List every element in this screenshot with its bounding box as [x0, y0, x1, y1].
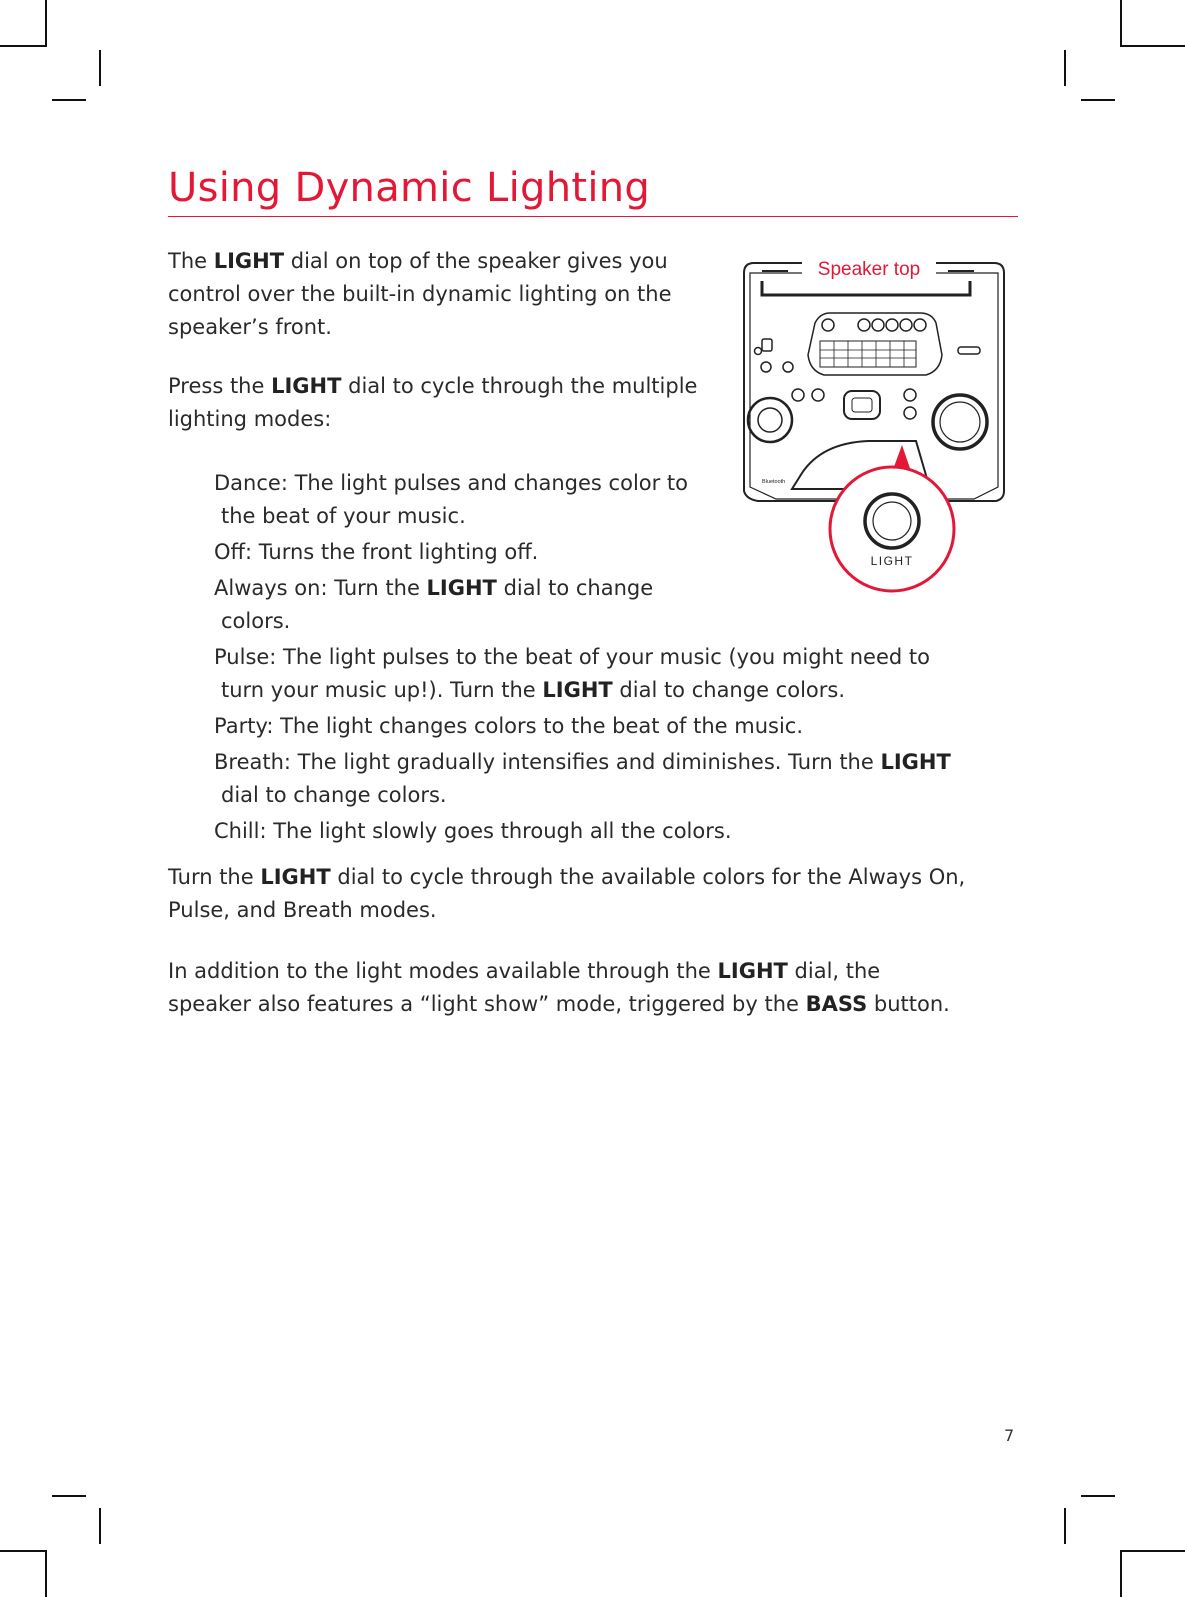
mode-text: Dance: The light pulses and changes color to: [214, 471, 689, 495]
callout-circle: [830, 467, 954, 591]
mode-text: turn your music up!). Turn the: [221, 678, 543, 702]
text-run: dial to cycle through the available colors for the Always On,: [330, 865, 966, 889]
light-dial-name: LIGHT: [880, 750, 951, 774]
text-run: lighting modes:: [168, 407, 332, 431]
crop-mark: [0, 45, 47, 47]
cycle-paragraph: [168, 370, 728, 436]
crop-mark: [45, 1550, 47, 1597]
crop-mark: [1064, 50, 1066, 86]
crop-mark: [1081, 99, 1115, 101]
colors-paragraph: [168, 861, 1028, 927]
text-run: speaker’s front.: [168, 315, 332, 339]
mode-text: dial to change colors.: [612, 678, 845, 702]
speaker-top-figure: [740, 255, 1020, 595]
light-dial-name: LIGHT: [426, 576, 497, 600]
mode-text: the beat of your music.: [221, 504, 466, 528]
mode-text: dial to change: [496, 576, 654, 600]
crop-mark: [52, 99, 86, 101]
light-dial-name: LIGHT: [213, 249, 285, 273]
bass-button-name: BASS: [805, 992, 868, 1016]
mode-text: colors.: [221, 609, 291, 633]
light-dial-name: LIGHT: [717, 959, 788, 983]
light-dial-name: LIGHT: [542, 678, 613, 702]
text-run: In addition to the light modes available through the: [168, 959, 718, 983]
text-run: control over the built-in dynamic lighting on the: [168, 282, 672, 306]
text-run: speaker also features a “light show” mode, triggered by the: [168, 992, 806, 1016]
mode-pulse: [214, 641, 951, 707]
mode-text: Always on: Turn the: [214, 576, 427, 600]
crop-mark: [1120, 1550, 1185, 1552]
text-run: Pulse, and Breath modes.: [168, 898, 437, 922]
mode-breath: [214, 746, 951, 812]
text-run: Press the: [168, 374, 272, 398]
figure-caption: Speaker top: [817, 259, 921, 280]
intro-paragraph: [168, 245, 718, 344]
crop-mark: [1081, 1495, 1115, 1497]
mode-chill: [214, 815, 951, 848]
crop-mark: [99, 50, 101, 86]
light-dial-label: LIGHT: [870, 554, 914, 568]
crop-mark: [52, 1495, 86, 1497]
mode-text: Breath: The light gradually intensifies and diminishes. Turn the: [214, 750, 881, 774]
title-divider: [168, 216, 1018, 217]
light-dial-name: LIGHT: [271, 374, 342, 398]
light-show-paragraph: [168, 955, 1028, 1021]
mode-text: Pulse: The light pulses to the beat of your music (you might need to: [214, 645, 930, 669]
light-dial-name: LIGHT: [260, 865, 331, 889]
crop-mark: [99, 1508, 101, 1544]
text-run: button.: [867, 992, 950, 1016]
text-run: dial on top of the speaker gives you: [284, 249, 668, 273]
brand-label: Bluetooth: [762, 479, 786, 485]
text-run: Turn the: [168, 865, 261, 889]
mode-text: dial to change colors.: [221, 783, 447, 807]
speaker-body-outline: [744, 263, 1004, 501]
crop-mark: [1120, 45, 1185, 47]
text-run: dial, the: [787, 959, 881, 983]
text-run: The: [168, 249, 214, 273]
crop-mark: [1064, 1508, 1066, 1544]
crop-mark: [1120, 1550, 1122, 1597]
mode-party: [214, 710, 951, 743]
page-number: 7: [1004, 1426, 1015, 1445]
page-title: Using Dynamic Lighting: [168, 165, 651, 211]
mode-text: Party: The light changes colors to the beat of the music.: [214, 714, 804, 738]
crop-mark: [0, 1550, 47, 1552]
crop-mark: [45, 0, 47, 47]
text-run: dial to cycle through the multiple: [341, 374, 698, 398]
mode-text: Chill: The light slowly goes through all the colors.: [214, 819, 732, 843]
mode-text: Off: Turns the front lighting off.: [214, 540, 539, 564]
crop-mark: [1120, 0, 1122, 47]
